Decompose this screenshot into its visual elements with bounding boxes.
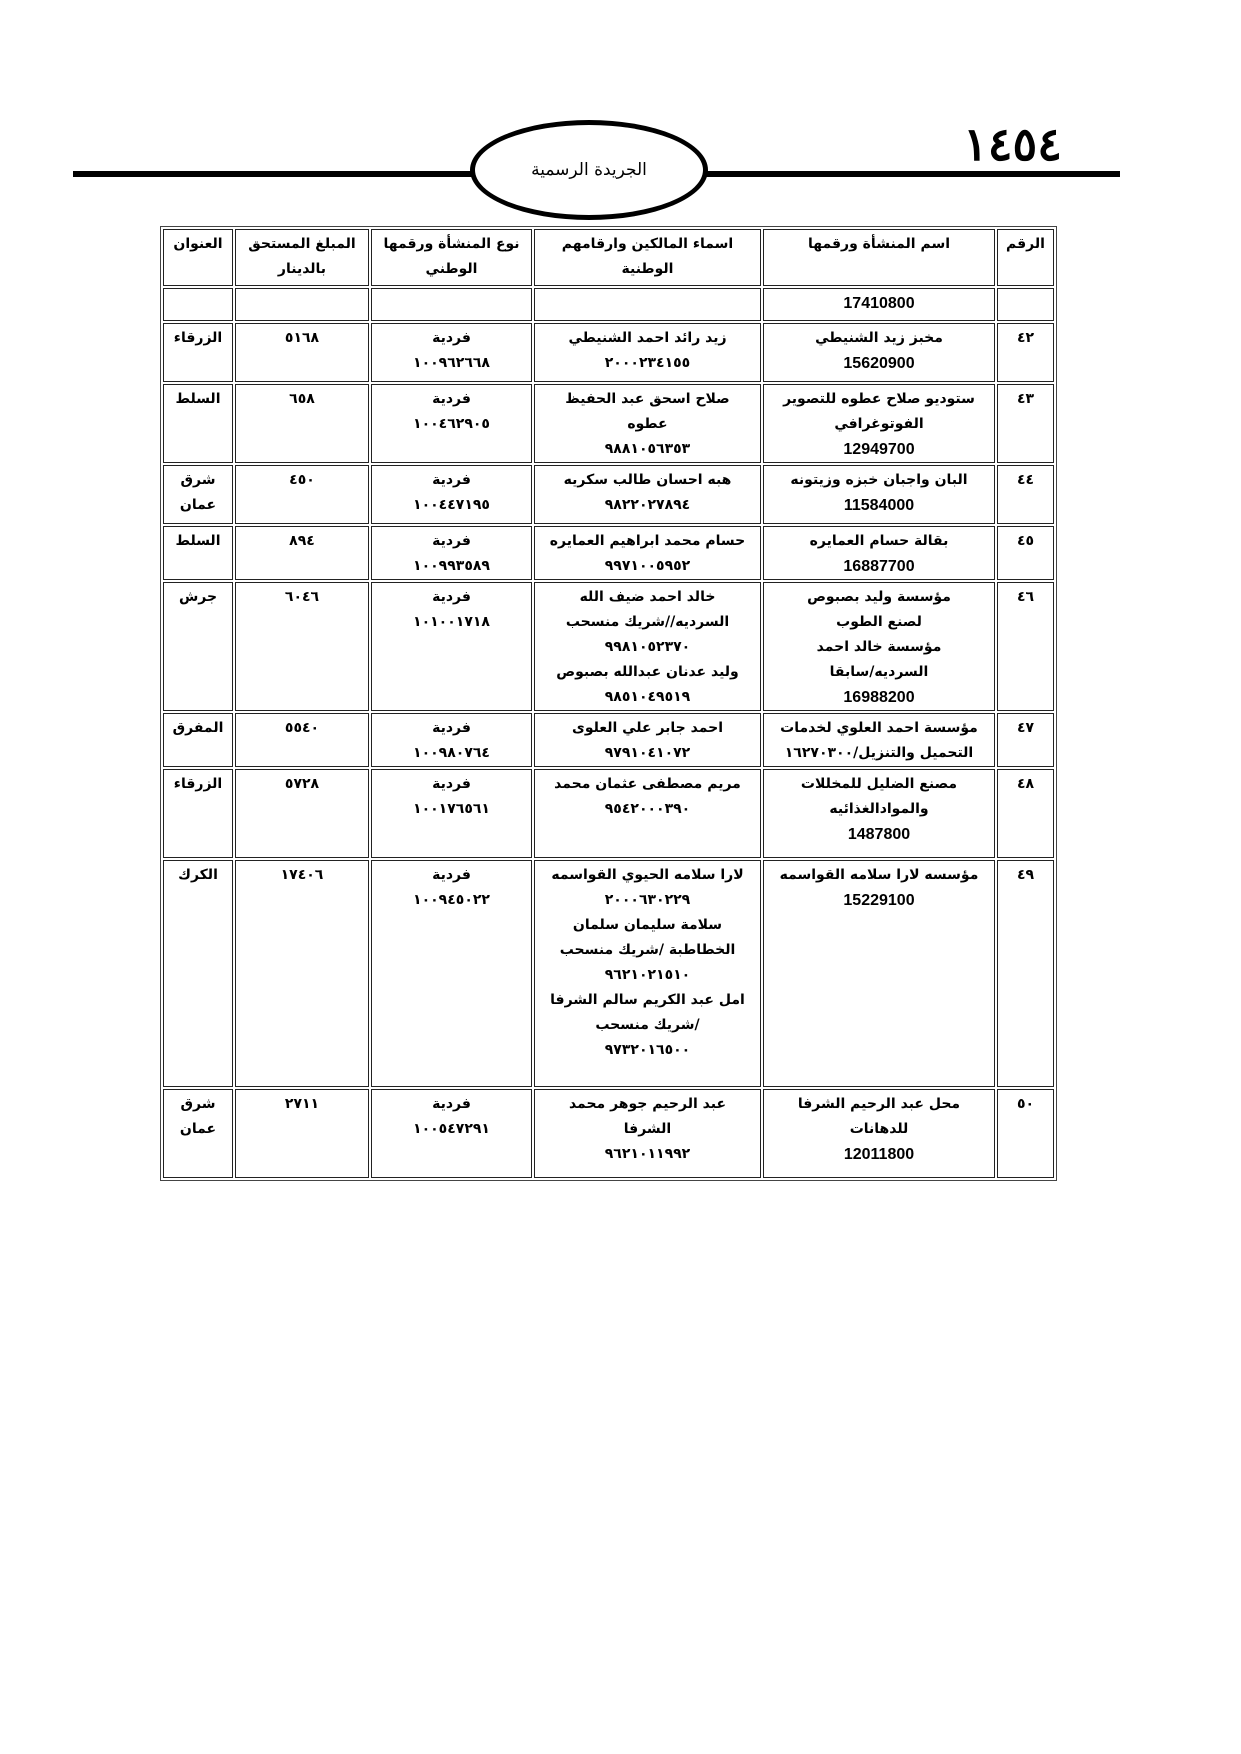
table-row xyxy=(163,384,1054,463)
cell-owners xyxy=(534,384,761,463)
type-line: فردية xyxy=(432,391,471,407)
address-line: السلط xyxy=(175,533,221,549)
cell-name xyxy=(763,769,995,858)
type-line: فردية xyxy=(432,1096,471,1112)
cell-amount: ٥٥٤٠ xyxy=(235,713,369,767)
cell-owners xyxy=(534,323,761,382)
type-line: ١٠٠٩٦٢٦٦٨ xyxy=(413,355,490,371)
cell-name xyxy=(763,384,995,463)
cell-amount: ٥١٦٨ xyxy=(235,323,369,382)
type-line: فردية xyxy=(432,472,471,488)
name-line: 1487800 xyxy=(847,826,911,843)
owner-line: عبد الرحيم جوهر محمد xyxy=(568,1096,727,1112)
name-line: لصنع الطوب xyxy=(836,614,922,630)
name-line: مؤسسه لارا سلامه القواسمه xyxy=(779,867,979,883)
type-line: ١٠٠٩٩٣٥٨٩ xyxy=(413,558,490,574)
type-line: ١٠٠١٧٦٥٦١ xyxy=(413,801,490,817)
cell-owners xyxy=(534,526,761,580)
cell-amount: ٤٥٠ xyxy=(235,465,369,524)
owner-line: ٢٠٠٠٦٣٠٢٢٩ xyxy=(604,892,691,908)
table-header-row xyxy=(163,229,1054,286)
cell-owners xyxy=(534,769,761,858)
table-row xyxy=(163,713,1054,767)
table-row xyxy=(163,323,1054,382)
type-line: فردية xyxy=(432,533,471,549)
type-line: ١٠٠٩٨٠٧٦٤ xyxy=(413,745,490,761)
cell-num: ٤٤ xyxy=(997,465,1054,524)
publication-title: الجريدة الرسمية xyxy=(531,160,647,180)
address-line: جرش xyxy=(178,589,218,605)
address-line: شرق xyxy=(180,472,216,488)
cell-num: ٥٠ xyxy=(997,1089,1054,1178)
page-number: ١٤٥٤ xyxy=(963,117,1062,171)
name-line: 17410800 xyxy=(843,295,915,312)
cell-address xyxy=(163,323,233,382)
type-line: ١٠٠٩٤٥٠٢٢ xyxy=(413,892,490,908)
type-line: فردية xyxy=(432,330,471,346)
cell-type xyxy=(371,384,532,463)
owner-line: ٩٨٢٢٠٢٧٨٩٤ xyxy=(604,497,691,513)
cell-name xyxy=(763,713,995,767)
cell-type xyxy=(371,323,532,382)
cell-amount: ٦٥٨ xyxy=(235,384,369,463)
cell-address xyxy=(163,465,233,524)
owner-line: ٩٨٥١٠٤٩٥١٩ xyxy=(604,689,691,705)
owner-line: احمد جابر علي العلوى xyxy=(571,720,724,736)
owner-line: ٢٠٠٠٢٣٤١٥٥ xyxy=(604,355,691,371)
header-owners xyxy=(534,229,761,286)
owner-line: زيد رائد احمد الشنيطي xyxy=(568,330,727,346)
owner-line: ٩٧٩١٠٤١٠٧٢ xyxy=(604,745,691,761)
type-line: فردية xyxy=(432,867,471,883)
cell-address xyxy=(163,288,233,321)
name-line: محل عبد الرحيم الشرفا xyxy=(797,1096,961,1112)
name-line: السرديه/سابقا xyxy=(829,664,929,680)
cell-address xyxy=(163,769,233,858)
owner-line: ٩٨٨١٠٥٦٣٥٣ xyxy=(604,441,691,457)
cell-owners xyxy=(534,288,761,321)
cell-name xyxy=(763,465,995,524)
cell-num: ٤٥ xyxy=(997,526,1054,580)
table-row xyxy=(163,860,1054,1087)
owner-line: السرديه//شريك منسحب xyxy=(565,614,730,630)
address-line: الزرقاء xyxy=(173,330,223,346)
owner-line: صلاح اسحق عبد الحفيظ xyxy=(565,391,730,407)
cell-num: ٤٣ xyxy=(997,384,1054,463)
header-name: اسم المنشأة ورقمها xyxy=(763,229,995,286)
header-amount-line: المبلغ المستحق xyxy=(248,236,356,252)
address-line: عمان xyxy=(179,1121,217,1137)
type-line: فردية xyxy=(432,589,471,605)
owner-line: عطوه xyxy=(627,416,668,432)
type-line: ١٠١٠٠١٧١٨ xyxy=(413,614,490,630)
cell-type xyxy=(371,713,532,767)
owner-line: /شريك منسحب xyxy=(595,1017,700,1033)
name-line: 16988200 xyxy=(843,689,915,706)
cell-amount: ٦٠٤٦ xyxy=(235,582,369,711)
cell-owners xyxy=(534,1089,761,1178)
header-type xyxy=(371,229,532,286)
address-line: الكرك xyxy=(178,867,218,883)
cell-owners xyxy=(534,582,761,711)
table-row xyxy=(163,582,1054,711)
cell-owners xyxy=(534,713,761,767)
name-line: البان واجبان خبزه وزيتونه xyxy=(790,472,968,488)
name-line: ستوديو صلاح عطوه للتصوير xyxy=(783,391,975,407)
header-owners-line: اسماء المالكين وارقامهم xyxy=(561,236,734,252)
cell-name xyxy=(763,526,995,580)
address-line: السلط xyxy=(175,391,221,407)
address-line: الزرقاء xyxy=(173,776,223,792)
cell-name xyxy=(763,323,995,382)
owner-line: ٩٩٧١٠٠٥٩٥٢ xyxy=(604,558,691,574)
type-line: فردية xyxy=(432,776,471,792)
name-line: مؤسسة احمد العلوي لخدمات xyxy=(780,720,978,736)
cell-type xyxy=(371,860,532,1087)
owner-line: حسام محمد ابراهيم العمايره xyxy=(549,533,746,549)
cell-num xyxy=(997,288,1054,321)
header-type-line: نوع المنشأة ورقمها xyxy=(383,236,520,252)
registry-table xyxy=(160,226,1057,1181)
header-address: العنوان xyxy=(163,229,233,286)
type-line: ١٠٠٤٦٢٩٠٥ xyxy=(413,416,490,432)
address-line: شرق xyxy=(180,1096,216,1112)
cell-type xyxy=(371,526,532,580)
table-row xyxy=(163,465,1054,524)
owner-line: ٩٥٤٢٠٠٠٣٩٠ xyxy=(604,801,691,817)
name-line: مؤسسة وليد بصبوص xyxy=(807,589,951,605)
cell-address xyxy=(163,384,233,463)
name-line: 15620900 xyxy=(843,355,915,372)
type-line: فردية xyxy=(432,720,471,736)
cell-num: ٤٧ xyxy=(997,713,1054,767)
cell-address xyxy=(163,1089,233,1178)
address-line: عمان xyxy=(179,497,217,513)
header-owners-line: الوطنية xyxy=(621,261,674,277)
owner-line: امل عبد الكريم سالم الشرفا xyxy=(550,992,745,1008)
cell-amount xyxy=(235,288,369,321)
cell-name xyxy=(763,582,995,711)
cell-type xyxy=(371,1089,532,1178)
name-line: 15229100 xyxy=(843,892,915,909)
cell-address xyxy=(163,860,233,1087)
owner-line: ٩٦٢١٠١١٩٩٢ xyxy=(604,1146,691,1162)
cell-type xyxy=(371,582,532,711)
owner-line: وليد عدنان عبدالله بصبوص xyxy=(556,664,739,680)
type-line: ١٠٠٥٤٧٢٩١ xyxy=(413,1121,490,1137)
owner-line: ٩٦٢١٠٢١٥١٠ xyxy=(604,967,691,983)
owner-line: هبه احسان طالب سكريه xyxy=(563,472,732,488)
name-line: للدهانات xyxy=(849,1121,909,1137)
owner-line: مريم مصطفى عثمان محمد xyxy=(554,776,741,792)
cell-address xyxy=(163,582,233,711)
owner-line: ٩٧٣٢٠١٦٥٠٠ xyxy=(604,1042,691,1058)
continuation-row xyxy=(163,288,1054,321)
cell-name xyxy=(763,860,995,1087)
name-line: 12011800 xyxy=(843,1146,915,1163)
cell-amount: ٢٧١١ xyxy=(235,1089,369,1178)
address-line: المفرق xyxy=(172,720,224,736)
owner-line: الخطاطبة /شريك منسحب xyxy=(559,942,736,958)
name-line: مؤسسة خالد احمد xyxy=(816,639,942,655)
cell-type xyxy=(371,465,532,524)
cell-num: ٤٨ xyxy=(997,769,1054,858)
name-line: التحميل والتنزيل/١٦٢٧٠٣٠٠ xyxy=(784,745,974,761)
header-amount-line: بالدينار xyxy=(277,261,327,277)
cell-amount: ٨٩٤ xyxy=(235,526,369,580)
cell-num: ٤٢ xyxy=(997,323,1054,382)
cell-name xyxy=(763,1089,995,1178)
cell-name xyxy=(763,288,995,321)
owner-line: لارا سلامه الحيوي القواسمه xyxy=(551,867,744,883)
name-line: 12949700 xyxy=(843,441,915,458)
name-line: 16887700 xyxy=(843,558,915,575)
table-row xyxy=(163,526,1054,580)
owner-line: الشرفا xyxy=(623,1121,672,1137)
cell-amount: ١٧٤٠٦ xyxy=(235,860,369,1087)
name-line: 11584000 xyxy=(843,497,915,514)
table-row xyxy=(163,769,1054,858)
cell-type xyxy=(371,769,532,858)
name-line: والموادالغذائيه xyxy=(829,801,929,817)
cell-owners xyxy=(534,860,761,1087)
owner-line: ٩٩٨١٠٥٢٣٧٠ xyxy=(604,639,691,655)
cell-address xyxy=(163,713,233,767)
owner-line: سلامة سليمان سلمان xyxy=(572,917,723,933)
header-num: الرقم xyxy=(997,229,1054,286)
name-line: مخبز زيد الشنيطي xyxy=(815,330,943,346)
name-line: مصنع الضليل للمخللات xyxy=(800,776,958,792)
header-type-line: الوطني xyxy=(425,261,478,277)
owner-line: خالد احمد ضيف الله xyxy=(579,589,716,605)
cell-type xyxy=(371,288,532,321)
header-amount xyxy=(235,229,369,286)
cell-address xyxy=(163,526,233,580)
cell-owners xyxy=(534,465,761,524)
cell-num: ٤٦ xyxy=(997,582,1054,711)
name-line: بقالة حسام العمايره xyxy=(809,533,949,549)
cell-num: ٤٩ xyxy=(997,860,1054,1087)
cell-amount: ٥٧٢٨ xyxy=(235,769,369,858)
name-line: الفوتوغرافي xyxy=(834,416,924,432)
table-row xyxy=(163,1089,1054,1178)
publication-title-oval xyxy=(470,120,708,220)
type-line: ١٠٠٤٤٧١٩٥ xyxy=(413,497,490,513)
